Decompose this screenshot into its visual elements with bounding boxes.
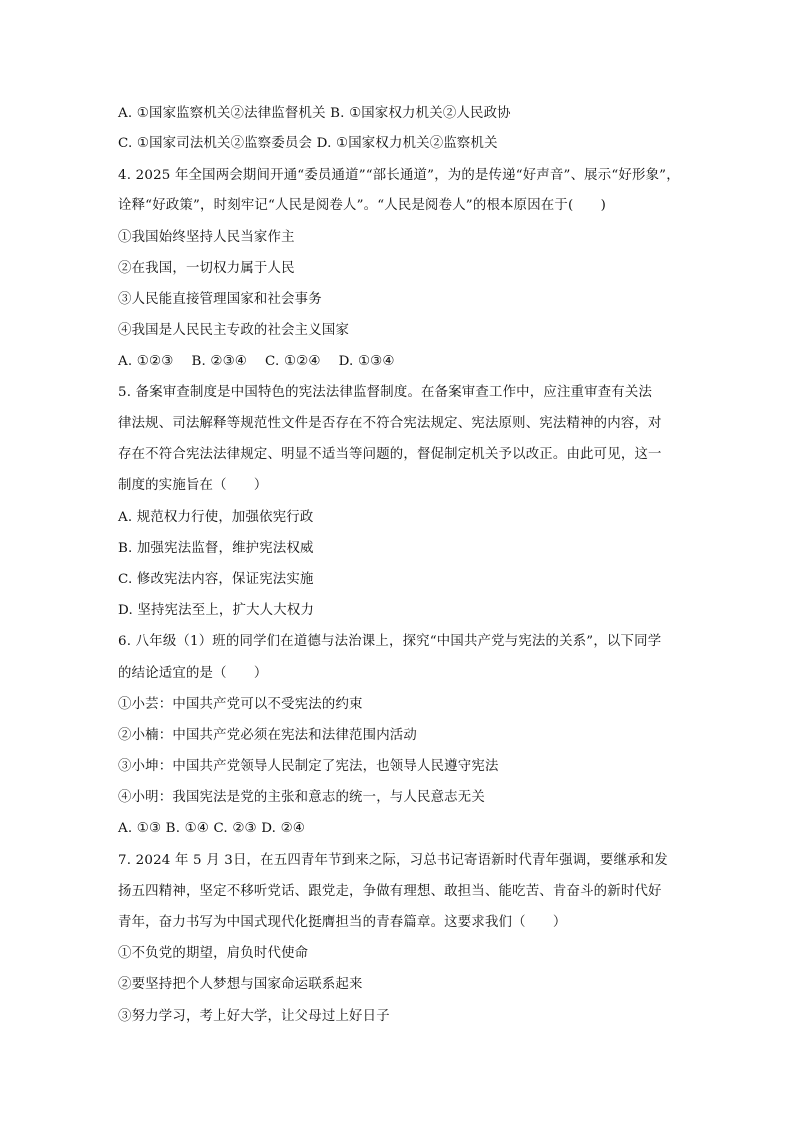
question-7-stem: 7. 2024 年 5 月 3日，在五四青年节到来之际，习总书记寄语新时代青年强调，要继承和发 bbox=[118, 853, 668, 868]
statement-item: ②小楠：中国共产党必须在宪法和法律范围内活动 bbox=[118, 728, 417, 743]
option-line: C. 修改宪法内容，保证宪法实施 bbox=[118, 572, 314, 587]
statement-item: ④小明：我国宪法是党的主张和意志的统一，与人民意志无关 bbox=[118, 790, 485, 805]
option-line: A. ①②③ B. ②③④ C. ①②④ D. ①③④ bbox=[118, 354, 395, 369]
option-line: A. ①③ B. ①④ C. ②③ D. ②④ bbox=[118, 821, 305, 836]
question-4-stem: 诠释“好政策”，时刻牢记“人民是阅卷人”。“人民是阅卷人”的根本原因在于( ) bbox=[118, 198, 607, 213]
question-4-stem: 4. 2025 年全国两会期间开通“委员通道”“部长通道”，为的是传递“好声音”、展示“好形象”， bbox=[118, 168, 680, 183]
statement-item: ②要坚持把个人梦想与国家命运联系起来 bbox=[118, 977, 363, 992]
option-line: A. ①国家监察机关②法律监督机关 B. ①国家权力机关②人民政协 bbox=[118, 106, 511, 121]
question-7-stem: 扬五四精神，坚定不移听党话、跟党走，争做有理想、敢担当、能吃苦、肯奋斗的新时代好 bbox=[118, 884, 662, 899]
question-5-stem: 5. 备案审查制度是中国特色的宪法法律监督制度。在备案审查工作中，应注重审查有关法 bbox=[118, 385, 653, 400]
statement-item: ③努力学习，考上好大学，让父母过上好日子 bbox=[118, 1009, 390, 1024]
question-5-stem: 律法规、司法解释等规范性文件是否存在不符合宪法规定、宪法原则、宪法精神的内容，对 bbox=[118, 416, 662, 431]
option-line: C. ①国家司法机关②监察委员会 D. ①国家权力机关②监察机关 bbox=[118, 136, 498, 151]
option-line: A. 规范权力行使，加强依宪行政 bbox=[118, 510, 314, 525]
question-7-stem: 青年，奋力书写为中国式现代化挺膺担当的青春篇章。这要求我们（ ） bbox=[118, 915, 567, 930]
question-6-stem: 6. 八年级（1）班的同学们在道德与法治课上，探究“中国共产党与宪法的关系”，以下同学 bbox=[118, 634, 662, 649]
statement-item: ③小坤：中国共产党领导人民制定了宪法，也领导人民遵守宪法 bbox=[118, 759, 499, 774]
question-5-stem: 制度的实施旨在（ ） bbox=[118, 478, 268, 493]
statement-item: ②在我国，一切权力属于人民 bbox=[118, 261, 295, 276]
option-line: D. 坚持宪法至上，扩大人大权力 bbox=[118, 603, 315, 618]
option-line: B. 加强宪法监督，维护宪法权威 bbox=[118, 541, 314, 556]
statement-item: ①小芸：中国共产党可以不受宪法的约束 bbox=[118, 697, 363, 712]
statement-item: ④我国是人民民主专政的社会主义国家 bbox=[118, 323, 350, 338]
question-5-stem: 存在不符合宪法法律规定、明显不适当等问题的，督促制定机关予以改正。由此可见，这一 bbox=[118, 447, 662, 462]
statement-item: ①不负党的期望，肩负时代使命 bbox=[118, 946, 309, 961]
statement-item: ①我国始终坚持人民当家作主 bbox=[118, 230, 295, 245]
statement-item: ③人民能直接管理国家和社会事务 bbox=[118, 292, 322, 307]
question-6-stem: 的结论适宜的是（ ） bbox=[118, 666, 268, 681]
